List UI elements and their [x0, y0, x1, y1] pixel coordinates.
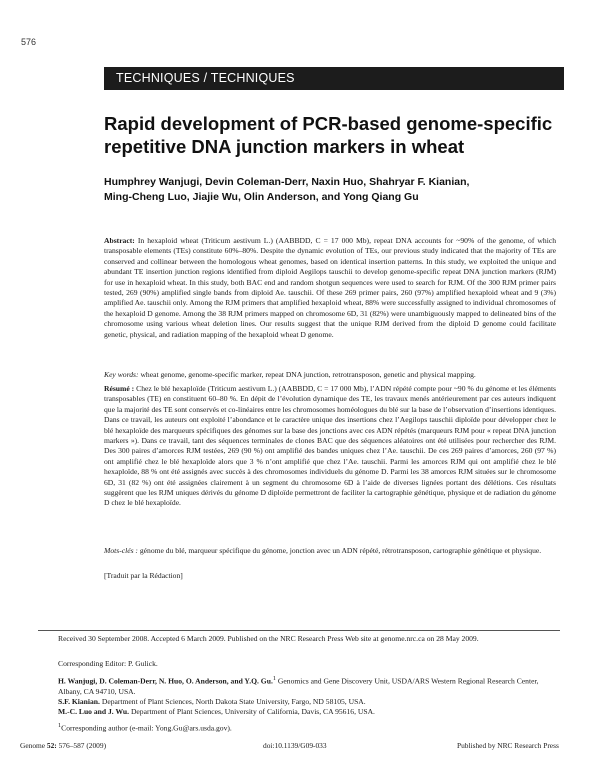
journal-volume: 52:: [46, 741, 57, 750]
resume-label: Résumé :: [104, 384, 135, 393]
affiliation: [58, 674, 558, 697]
keywords: [104, 370, 556, 380]
corresponding-author-text: Corresponding author (e-mail: Yong.Gu@ars.usda.gov).: [61, 723, 232, 733]
mots-cles-label: Mots-clés :: [104, 546, 138, 555]
abstract-label: Abstract:: [104, 236, 135, 245]
corresponding-author: [58, 721, 558, 734]
received-dates: Received 30 September 2008. Accepted 6 March 2009. Published on the NRC Research Press Web site at genome.nrc.ca on 28 May 2009.: [58, 634, 479, 643]
article-title: Rapid development of PCR-based genome-specific repetitive DNA junction markers in wheat: [104, 113, 553, 157]
affiliations: [58, 674, 558, 734]
journal-pages: 576–587 (2009): [56, 741, 107, 750]
affiliation-names: M.-C. Luo and J. Wu.: [58, 707, 130, 717]
footnote-divider: [38, 630, 560, 631]
corresponding-footnote-mark: 1: [58, 722, 62, 730]
affiliation-footnote-mark: 1: [272, 675, 277, 682]
author-line: Ming-Cheng Luo, Jiajie Wu, Olin Anderson, and Yong Qiang Gu: [104, 191, 419, 203]
resume-text: Chez le blé hexaploïde (Triticum aestivum L.) (AABBDD, C = 17 000 Mb), l’ADN répété compte pour ~90 % du génome et les éléments transposables (TE) en constituent 60–80 %. En dépit de l’évolution dynamique des TE, les travaux menés antérieurement par ces auteurs indiquent que la majorité des TE sont conservés et co-linéaires entre les chromosomes homéologues du blé sur la base de l’observation d’insertions identiques. Dans ce travail, les auteurs ont exploité l’abondance et le caractère unique des insertions chez l’Aegilops tauschii diploïde pour développer chez le blé hexaploïde des marqueurs spécifiques des génomes sur la base des jonctions avec ces ADN répétés (marqueurs RJM pour « repeat DNA junction markers »). Dans ce travail, tant des séquences terminales de clones BAC que des séquences aléatoires ont été utilisées pour rechercher des RJM. Des 300 paires d’amorces RJM testées, 269 (90 %) ont amplifié des bandes uniques chez l’Ae. tauschii. De ces 269 paires d’amorces, 260 (97 %) ont amplifié chez le blé hexaploïde alors que 3 % n’ont amplifié que chez l’Ae. tauschii. Parmi les amorces RJM qui ont amplifié chez le blé hexaploïde, 88 % ont été assignés avec succès à des chromosomes individuels du génome D. Parmi les 38 amorces RJM situées sur le chromosome 6D, 31 (82 %) ont été assignées clairement à un segment du chromosome 6D à l’aide de diverses lignées portant des délétions. Ces résultats suggèrent que les RJM uniques dérivés du génome D diploïde permettront de faciliter la cartographie génétique, physique et de radiation du génome D chez le blé hexaploïde.: [104, 384, 557, 508]
keywords-label: Key words:: [104, 370, 139, 379]
mots-cles: [104, 546, 556, 556]
affiliation: [58, 707, 558, 717]
keywords-text: wheat genome, genome-specific marker, repeat DNA junction, retrotransposon, genetic and physical mapping.: [140, 370, 476, 379]
affiliation-names: S.F. Kianian.: [58, 696, 100, 706]
translation-note: [Traduit par la Rédaction]: [104, 571, 183, 580]
affiliation-text: Department of Plant Sciences, North Dakota State University, Fargo, ND 58105, USA.: [99, 696, 366, 706]
affiliation-text: Genomics and Gene Discovery Unit, USDA/ARS Western Regional Research Center, Albany, CA 94710, USA.: [58, 676, 539, 696]
affiliation-names: H. Wanjugi, D. Coleman-Derr, N. Huo, O. Anderson, and Y.Q. Gu.: [58, 676, 273, 686]
journal-citation: [20, 741, 106, 750]
section-header: TECHNIQUES / TECHNIQUES: [104, 67, 564, 90]
abstract: [104, 236, 556, 340]
affiliation: [58, 697, 558, 707]
resume: [104, 384, 556, 509]
publisher-credit: Published by NRC Research Press: [457, 741, 559, 750]
page-number: 576: [21, 37, 37, 47]
affiliation-text: Department of Plant Sciences, University of California, Davis, CA 95616, USA.: [129, 707, 375, 717]
journal-name: Genome: [20, 741, 46, 750]
mots-cles-text: génome du blé, marqueur spécifique du génome, jonction avec un ADN répété, rétrotransposon, cartographie génétique et physique.: [139, 546, 542, 555]
author-line: Humphrey Wanjugi, Devin Coleman-Derr, Naxin Huo, Shahryar F. Kianian,: [104, 176, 470, 188]
abstract-text: In hexaploid wheat (Triticum aestivum L.) (AABBDD, C = 17 000 Mb), repeat DNA accounts for ~90% of the genome, of which transposable elements (TEs) constitute 60%–80%. Despite the dynamic evolution of TEs, our previous study indicated that the majority of TEs are conserved and collinear between the homologous wheat genomes, based on identical insertion patterns. In this study, we exploited the unique and abundant TE insertion junction regions identified from diploid Aegilops tauschii to develop genome-specific repeat DNA junction markers (RJM) for use in hexaploid wheat. In this study, both BAC end and random shotgun sequences were used to search for RJM. Of the 300 RJM primer pairs tested, 269 (90%) amplified single bands from diploid Ae. tauschii. Of these 269 primer pairs, 260 (97%) amplified hexaploid wheat and 9 (3%) amplified Ae. tauschii only. Among the RJM primers that amplified hexaploid wheat, 88% were successfully assigned to individual chromosomes of the hexaploid D genome. Among the 38 RJM primers mapped on chromosome 6D, 31 (82%) were unambiguously mapped to delineated bins of the chromosome using various wheat deletion lines. Our results suggest that the unique RJM derived from the diploid D genome could facilitate genetic, physical, and radiation mapping of the hexaploid wheat D genome.: [104, 236, 556, 339]
corresponding-editor: Corresponding Editor: P. Gulick.: [58, 659, 158, 668]
author-list: [104, 175, 574, 205]
doi: doi:10.1139/G09-033: [263, 741, 327, 750]
